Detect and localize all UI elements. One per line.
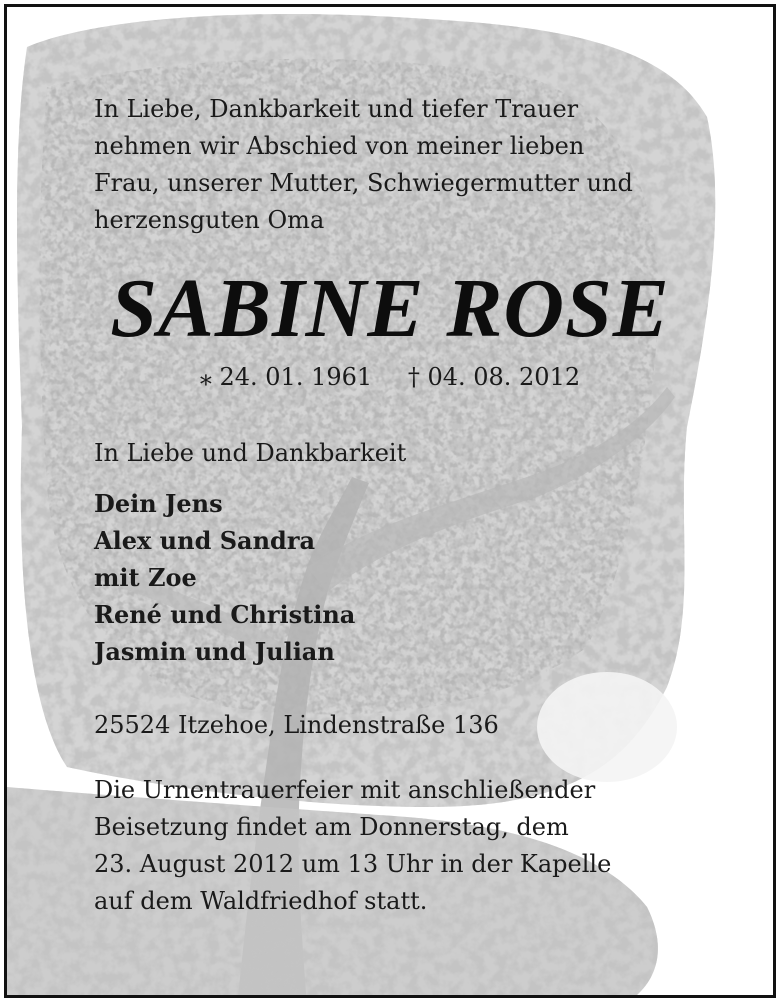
family-list [94,485,355,670]
address: 25524 Itzehoe, Lindenstraße 136 [94,711,499,739]
obituary-text [7,7,773,995]
family-member: Jasmin und Julian [94,637,335,666]
family-member: Alex und Sandra [94,526,316,555]
service-line: Beisetzung findet am Donnerstag, dem [94,813,569,841]
family-member: mit Zoe [94,563,197,592]
family-member: Dein Jens [94,489,223,518]
life-dates [7,359,773,395]
death-date: † 04. 08. 2012 [407,363,581,391]
deceased-name: SABINE ROSE [110,262,670,355]
sign-off: In Liebe und Dankbarkeit [94,439,407,467]
service-info [94,772,611,920]
intro-text [94,91,633,239]
family-member: René und Christina [94,600,356,629]
intro-line: In Liebe, Dankbarkeit und tiefer Trauer [94,95,579,123]
obituary-frame [4,4,776,998]
service-line: auf dem Waldfriedhof statt. [94,887,428,915]
birth-date: ⁎ 24. 01. 1961 [199,363,373,391]
service-line: Die Urnentrauerfeier mit anschließender [94,776,596,804]
intro-line: Frau, unserer Mutter, Schwiegermutter und [94,169,633,197]
intro-line: herzensguten Oma [94,206,325,234]
service-line: 23. August 2012 um 13 Uhr in der Kapelle [94,850,612,878]
intro-line: nehmen wir Abschied von meiner lieben [94,132,585,160]
